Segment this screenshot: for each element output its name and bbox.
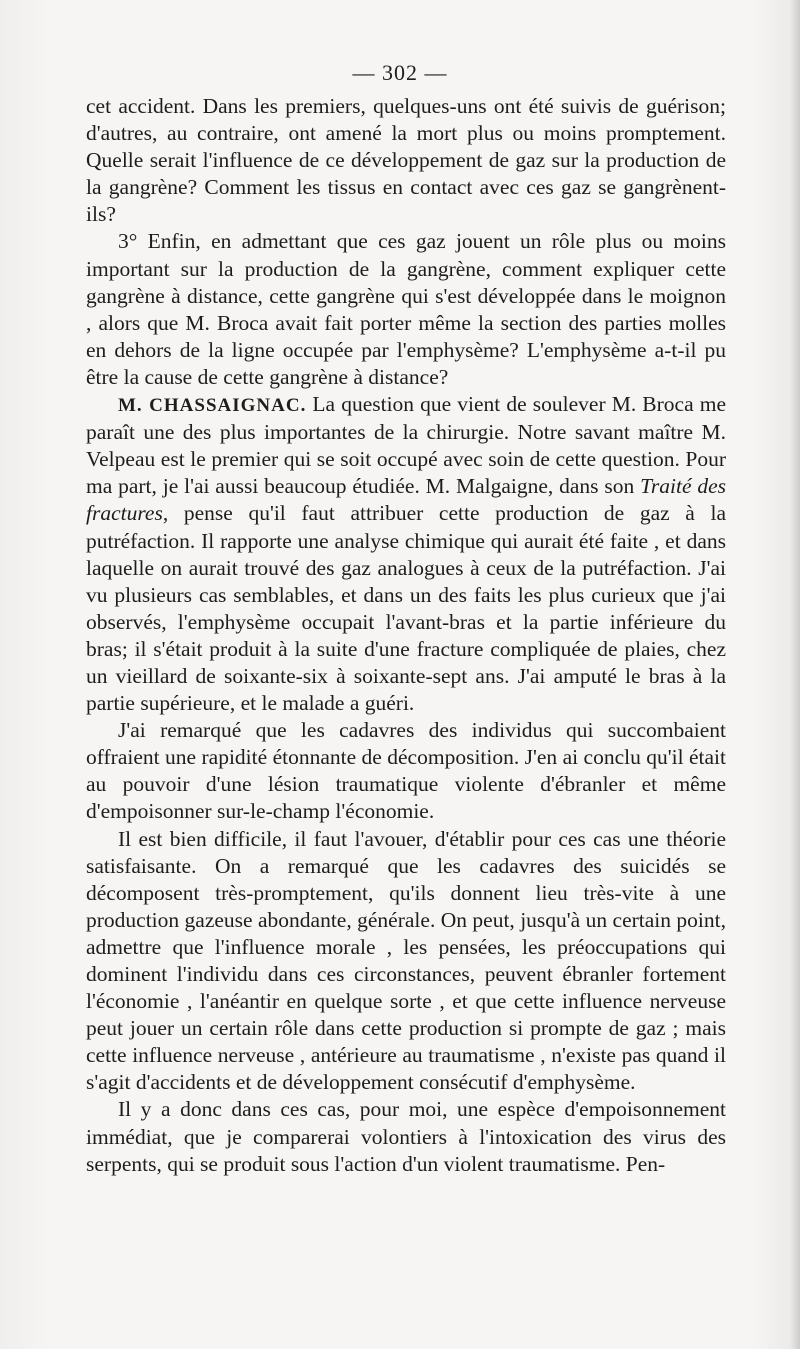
paragraph-6: Il y a donc dans ces cas, pour moi, une espèce d'empoisonnement immédiat, que je comparerai volontiers à l'intoxication des virus des serpents, qui se produit sous l'action d'un violent traumatisme. Pen- — [86, 1097, 726, 1176]
page-number: — 302 — — [352, 60, 448, 85]
cited-work-title: Traité des fractures — [86, 474, 726, 526]
paragraph-2: 3° Enfin, en admettant que ces gaz jouent un rôle plus ou moins important sur la production de la gangrène, comment expliquer cette gangrène à distance, cette gangrène qui s'est développée dans le moignon , alors que M. Broca avait fait porter même la section des parties molles en dehors de la ligne occupée par l'emphysème? L'emphysème a-t-il pu être la cause de cette gangrène à distance? — [86, 229, 726, 389]
paragraph-3 — [86, 391, 726, 717]
paragraph-1: cet accident. Dans les premiers, quelques-uns ont été suivis de guérison; d'autres, au contraire, ont amené la mort plus ou moins promptement. Quelle serait l'influence de ce développement de gaz sur la production de la gangrène? Comment les tissus en contact avec ces gaz se gangrènent-ils? — [86, 94, 726, 227]
speaker-name: M. CHASSAIGNAC. — [118, 395, 307, 417]
paragraph-4: J'ai remarqué que les cadavres des individus qui succombaient offraient une rapidité étonnante de décomposition. J'en ai conclu qu'il était au pouvoir d'une lésion traumatique violente d'ébranler et même d'empoisonner sur-le-champ l'économie. — [86, 718, 726, 824]
body-text — [86, 93, 726, 1178]
paragraph-5: Il est bien difficile, il faut l'avouer, d'établir pour ces cas une théorie satisfaisante. On a remarqué que les cadavres des suicidés se décomposent très-promptement, qu'ils donnent lieu très-vite à une production gazeuse abondante, générale. On peut, jusqu'à un certain point, admettre que l'influence morale , les pensées, les préoccupations qui dominent l'individu dans ces circonstances, peuvent ébranler fortement l'économie , l'anéantir en quelque sorte , et que cette influence nerveuse peut jouer un certain rôle dans cette production si prompte de gaz ; mais cette influence nerveuse , antérieure au traumatisme , n'existe pas quand il s'agit d'accidents et de développement consécutif d'emphysème. — [86, 826, 726, 1095]
paragraph-3-text-a: La question que vient de soulever M. Broca me paraît une des plus importantes de la chirurgie. Notre savant maître M. Velpeau est le premier qui se soit occupé avec soin de cette question. Pour ma part, je l'ai aussi beaucoup étudiée. M. Malgaigne, dans son — [86, 392, 726, 499]
page-edge-shadow — [790, 0, 800, 1349]
paragraph-3-text-b: , pense qu'il faut attribuer cette production de gaz à la putréfaction. Il rapporte une analyse chimique qui aurait été faite , et dans laquelle on aurait trouvé des gaz analogues à ceux de la putréfaction. J'ai vu plusieurs cas semblables, et dans un des faits les plus curieux que j'ai observés, l'emphysème occupait l'avant-bras et la partie inférieure du bras; il s'était produit à la suite d'une fracture compliquée de plaies, chez un vieillard de soixante-six à soixante-sept ans. J'ai amputé le bras à la partie supérieure, et le malade a guéri. — [86, 501, 726, 716]
